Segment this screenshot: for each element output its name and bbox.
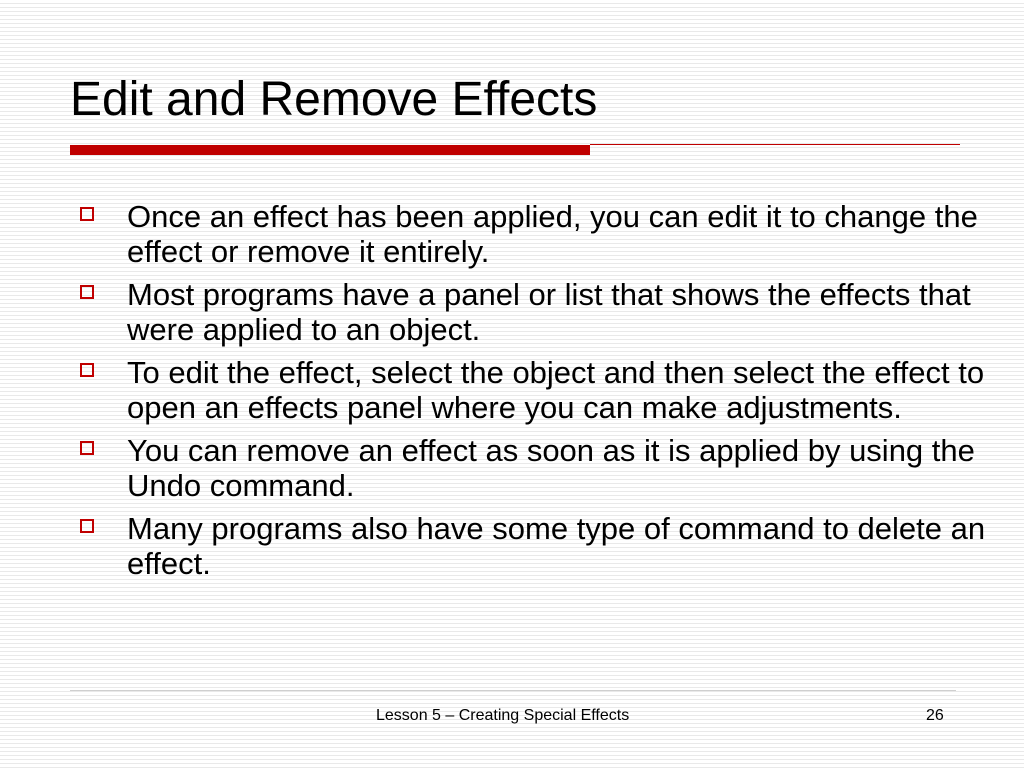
title-underline-thin <box>590 144 960 145</box>
bullet-list <box>80 199 990 589</box>
square-bullet-icon <box>80 441 94 455</box>
square-bullet-icon <box>80 519 94 533</box>
slide-title: Edit and Remove Effects <box>70 73 598 126</box>
bullet-text: You can remove an effect as soon as it is applied by using the Undo command. <box>127 433 975 503</box>
bullet-text: Many programs also have some type of command to delete an effect. <box>127 511 986 581</box>
bullet-text: To edit the effect, select the object and then select the effect to open an effects panel where you can make adjustments. <box>127 355 985 425</box>
bullet-item <box>80 511 990 581</box>
bullet-item <box>80 433 990 503</box>
footer-divider <box>70 690 956 691</box>
bullet-text: Most programs have a panel or list that shows the effects that were applied to an object. <box>127 277 971 347</box>
square-bullet-icon <box>80 207 94 221</box>
bullet-item <box>80 355 990 425</box>
title-underline-thick <box>70 145 590 155</box>
bullet-item <box>80 199 990 269</box>
footer-lesson-title: Lesson 5 – Creating Special Effects <box>376 707 630 724</box>
square-bullet-icon <box>80 363 94 377</box>
bullet-text: Once an effect has been applied, you can edit it to change the effect or remove it entirely. <box>127 199 978 269</box>
slide-number: 26 <box>926 707 944 724</box>
square-bullet-icon <box>80 285 94 299</box>
bullet-item <box>80 277 990 347</box>
